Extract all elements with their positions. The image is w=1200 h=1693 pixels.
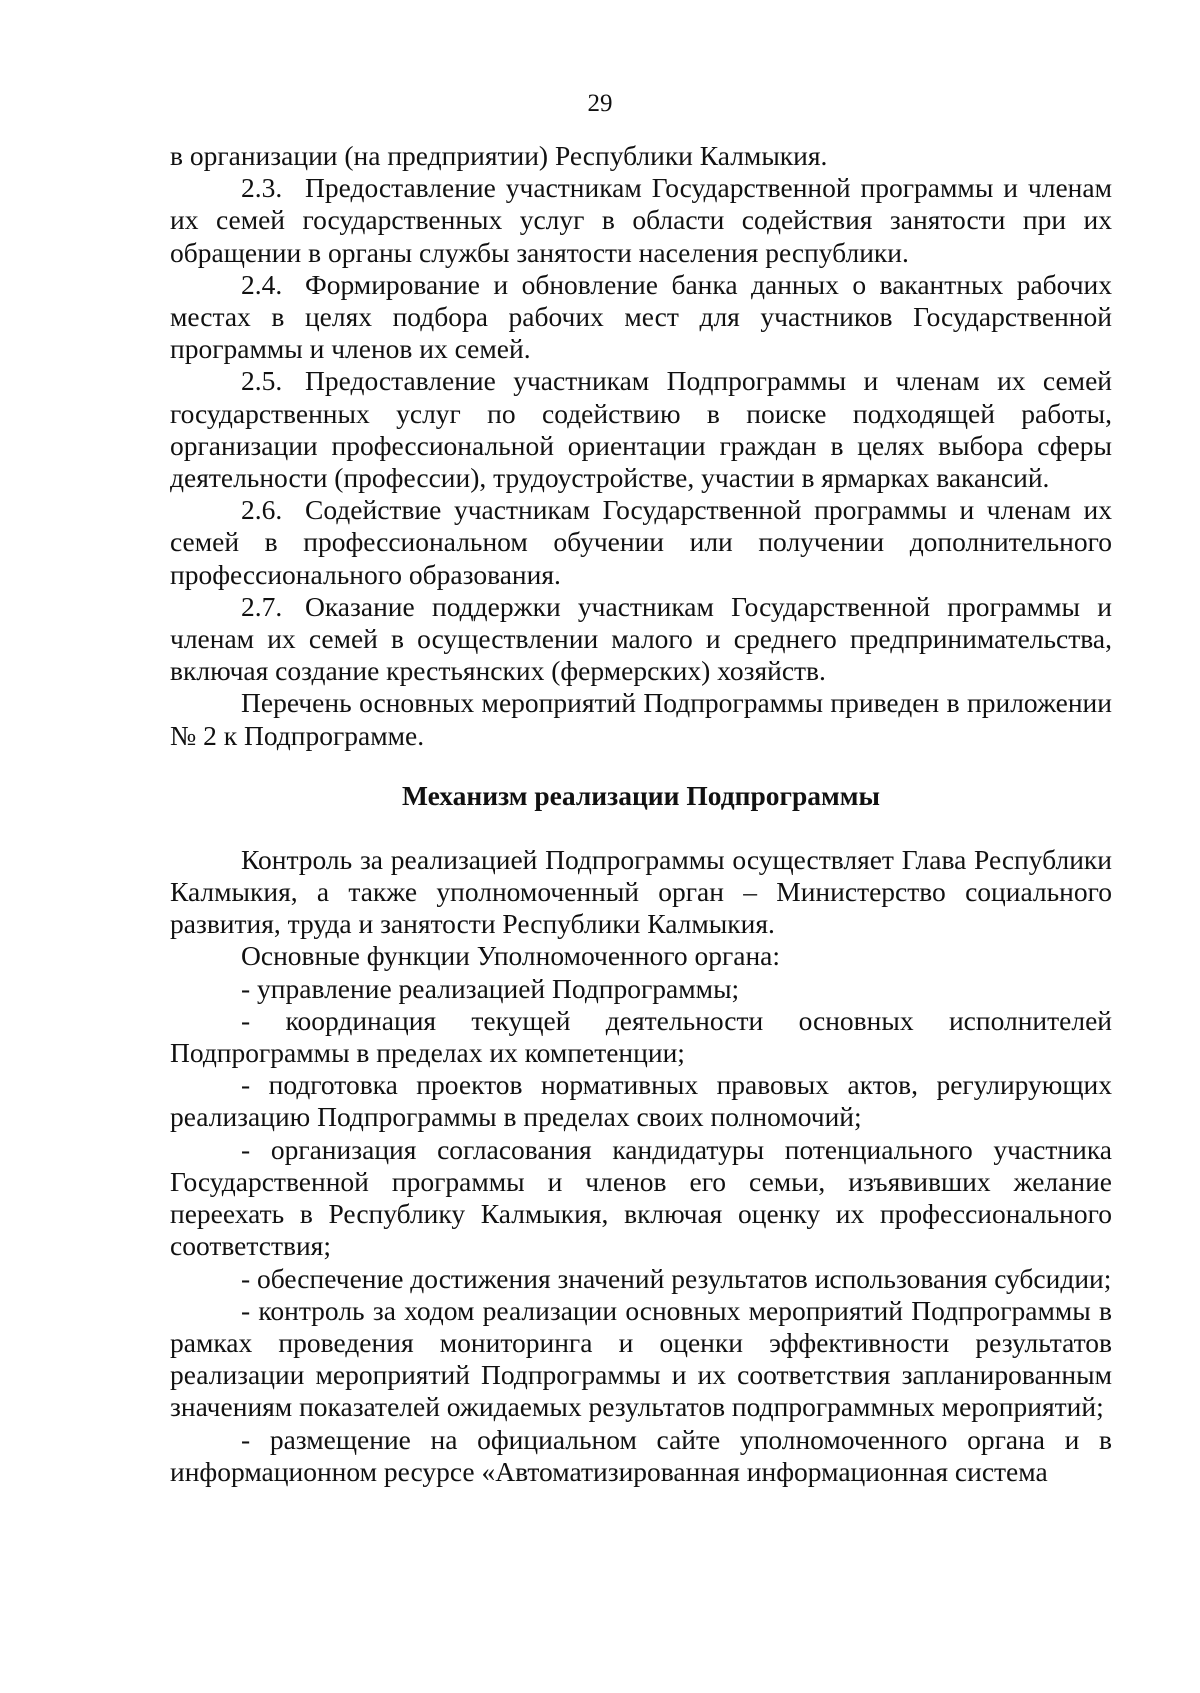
section-implementation-mechanism [170,844,1112,1488]
numbered-paragraph [170,591,1112,688]
document-body [170,140,1112,1488]
paragraph-text: Содействие участникам Государственной программы и членам их семей в профессиональном обучении или получении дополнительного профессионального образования. [170,494,1112,590]
indented-paragraph: - организация согласования кандидатуры потенциального участника Государственной программы и членов его семьи, изъявивших желание переехать в Республику Калмыкия, включая оценку их профессионального соответствия; [170,1133,1112,1262]
indented-paragraph: - координация текущей деятельности основных исполнителей Подпрограммы в пределах их компетенции; [170,1004,1112,1069]
paragraph-number: 2.6. [241,494,283,526]
numbered-paragraph [170,269,1112,366]
page-number: 29 [587,90,613,117]
section-program-measures [170,140,1112,752]
indented-paragraph: - управление реализацией Подпрограммы; [241,972,740,1004]
paragraph-text: Оказание поддержки участникам Государственной программы и членам их семей в осуществлении малого и среднего предпринимательства, включая создание крестьянских (фермерских) хозяйств. [170,590,1112,687]
indented-paragraph: Перечень основных мероприятий Подпрограммы приведен в приложении № 2 к Подпрограмме. [170,687,1112,751]
section-heading: Механизм реализации Подпрограммы [402,779,880,811]
paragraph-text: Формирование и обновление банка данных о вакантных рабочих местах в целях подбора рабочих мест для участников Государственной программы и членов их семей. [170,268,1112,365]
paragraph-number: 2.5. [241,365,283,397]
paragraph-number: 2.7. [241,590,283,622]
paragraph-number: 2.4. [241,268,283,300]
indented-paragraph: - контроль за ходом реализации основных мероприятий Подпрограммы в рамках проведения мониторинга и оценки эффективности результатов реализации мероприятий Подпрограммы и их соответствия запланированным значениям показателей ожидаемых результатов подпрограммных мероприятий; [170,1294,1112,1423]
paragraph-text: Предоставление участникам Подпрограммы и членам их семей государственных услуг по содействию в поиске подходящей работы, организации профессиональной ориентации граждан в целях выбора сферы деятельности (профессии), трудоустройстве, участии в ярмарках вакансий. [170,365,1112,494]
indented-paragraph: - размещение на официальном сайте уполномоченного органа и в информационном ресурсе «Автоматизированная информационная система [170,1423,1112,1487]
indented-paragraph: Основные функции Уполномоченного органа: [241,940,781,972]
numbered-paragraph [170,365,1112,494]
numbered-paragraph [170,172,1112,269]
indented-paragraph: Контроль за реализацией Подпрограммы осуществляет Глава Республики Калмыкия, а также уполномоченный орган – Министерство социального развития, труда и занятости Республики Калмыкия. [170,843,1112,940]
indented-paragraph: - обеспечение достижения значений результатов использования субсидии; [241,1262,1112,1294]
indented-paragraph: - подготовка проектов нормативных правовых актов, регулирующих реализацию Подпрограммы в пределах своих полномочий; [170,1069,1112,1133]
paragraph: в организации (на предприятии) Республики Калмыкия. [170,140,828,171]
paragraph-number: 2.3. [241,172,283,204]
paragraph-text: Предоставление участникам Государственной программы и членам их семей государственных услуг в области содействия занятости при их обращении в органы службы занятости населения республики. [170,172,1112,268]
numbered-paragraph [170,494,1112,591]
